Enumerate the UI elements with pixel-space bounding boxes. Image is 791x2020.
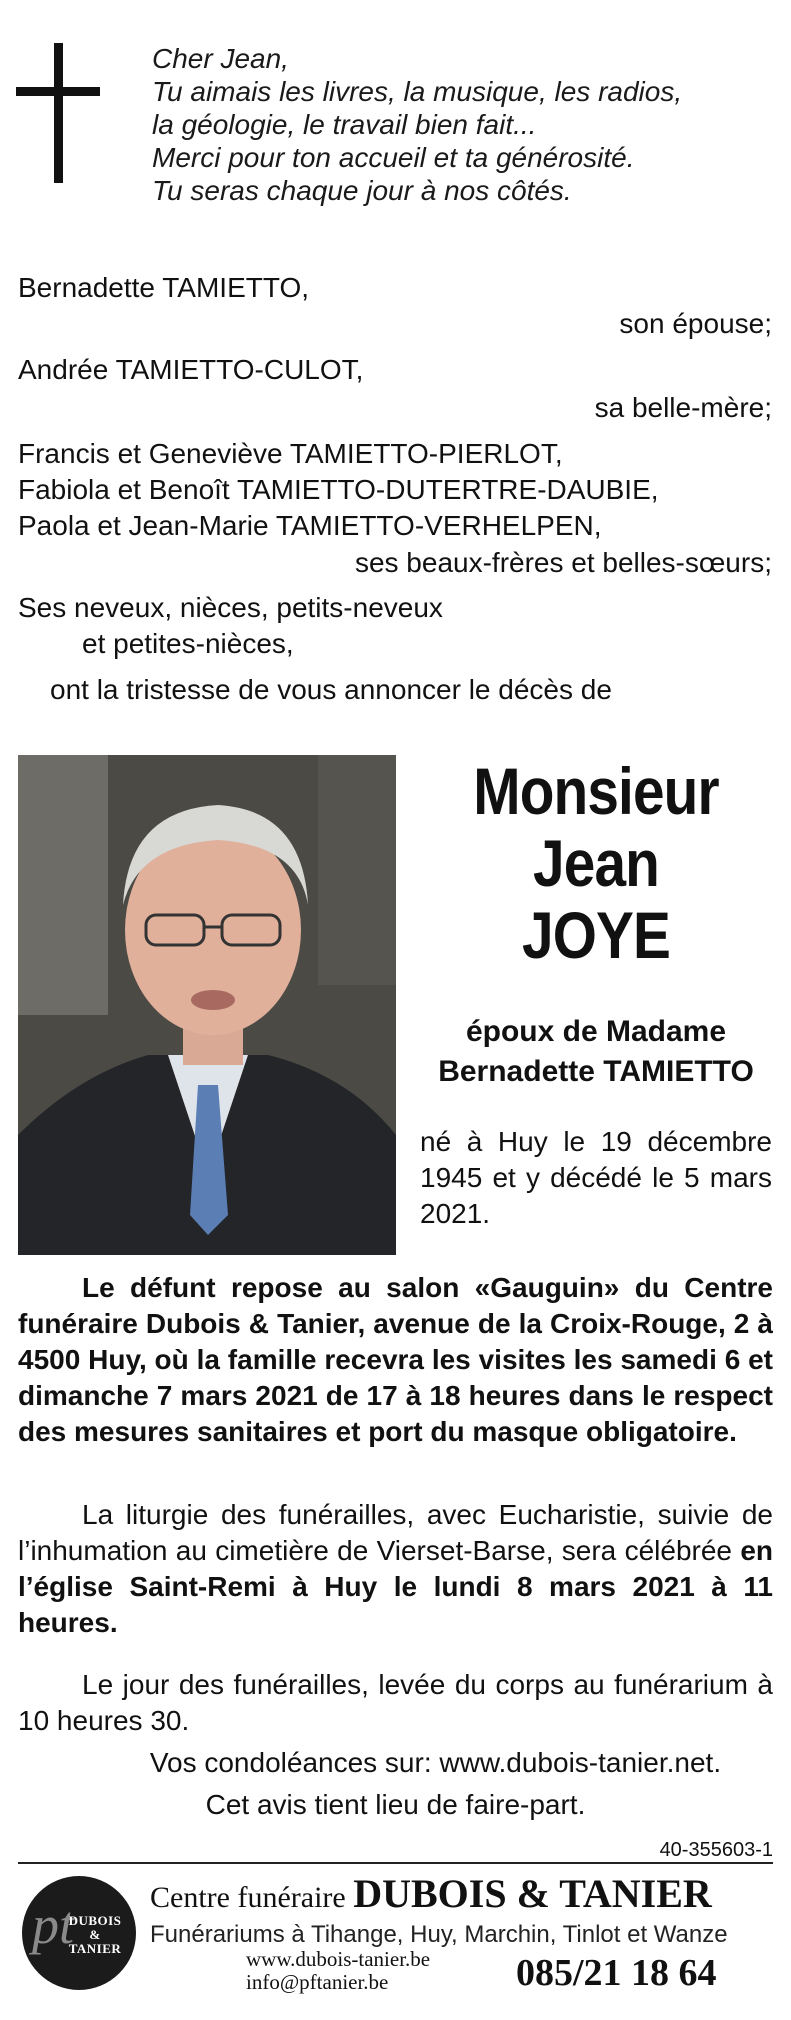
cross-icon-bar [16,87,100,96]
condolences-line: Vos condoléances sur: www.dubois-tanier.net. [149,1747,722,1778]
family-sibling: Paola et Jean-Marie TAMIETTO-VERHELPEN, [18,510,602,541]
announcement-line: ont la tristesse de vous annoncer le décès de [50,674,612,705]
deceased-first-name: Jean [533,826,659,900]
logo-script: pt [32,1895,75,1955]
spouse-line: époux de Madame [465,1015,727,1048]
portrait-illustration [18,755,396,1255]
spouse-line: Bernadette TAMIETTO [438,1055,754,1088]
rest-text: Le défunt repose au salon «Gauguin» du Centre funéraire Dubois & Tanier, avenue de la Croix-Rouge, 2 à 4500 Huy, où la famille recevra les visites les samedi 6 et dimanche 7 mars 2021 de 17 à 18 heures dans le respect des mesures sanitaires et port du masque obligatoire. [18,1272,773,1447]
deceased-title: Monsieur [473,754,719,828]
poem-line: Cher Jean, [152,43,289,74]
family-nephews-line: et petites-nièces, [82,628,294,659]
dubois-tanier-logo [22,1876,136,1990]
reference-number: 40-355603-1 [659,1839,773,1861]
cross-icon [54,43,63,183]
website-link[interactable]: www.dubois-tanier.be [246,1947,431,1971]
funeral-center-title [150,1871,712,1918]
family-spouse-role: son épouse; [619,308,772,339]
email-link[interactable]: info@pftanier.be [246,1970,389,1994]
family-spouse-name: Bernadette TAMIETTO, [18,272,310,303]
funeral-center-brand: DUBOIS & TANIER [353,1871,712,1916]
family-mother-in-law-role: sa belle-mère; [594,392,772,423]
liturgy-paragraph [18,1497,773,1641]
logo-line: & [89,1927,101,1942]
funeral-center-contacts [246,1948,430,1994]
liturgy-text: La liturgie des funérailles, avec Eucharistie, suivie de l’inhumation au cimetière de Vierset-Barse, sera célébrée [18,1499,773,1566]
faire-part-line: Cet avis tient lieu de faire-part. [205,1789,586,1820]
family-sibling: Francis et Geneviève TAMIETTO-PIERLOT, [18,438,563,469]
birth-death-text: né à Huy le 19 décembre 1945 et y décédé le 5 mars 2021. [420,1126,772,1229]
deceased-spouse [420,1012,772,1092]
poem [152,42,772,207]
family-nephews-line: Ses neveux, nièces, petits-neveux [18,592,443,623]
logo-text [60,1914,130,1956]
poem-line: la géologie, le travail bien fait... [152,109,537,140]
divider [18,1862,773,1864]
family-mother-in-law-name: Andrée TAMIETTO-CULOT, [18,354,364,385]
family-siblings-role: ses beaux-frères et belles-sœurs; [354,547,772,578]
deceased-name-block [420,755,772,971]
portrait-photo [18,755,396,1255]
liturgy-bold-text: en l’église Saint-Remi à Huy le lundi 8 mars 2021 à 11 heures. [18,1535,773,1638]
family-sibling: Fabiola et Benoît TAMIETTO-DUTERTRE-DAUBIE, [18,474,659,505]
logo-line: TANIER [68,1941,122,1956]
levee-paragraph: Le jour des funérailles, levée du corps au funérarium à 10 heures 30. [18,1669,773,1736]
funeral-center-subtitle: Funérariums à Tihange, Huy, Marchin, Tinlot et Wanze [150,1921,728,1948]
poem-line: Tu seras chaque jour à nos côtés. [152,175,572,206]
deceased-last-name: JOYE [521,898,671,972]
rest-paragraph [18,1270,773,1450]
poem-line: Tu aimais les livres, la musique, les radios, [152,76,683,107]
poem-line: Merci pour ton accueil et ta générosité. [152,142,635,173]
phone-number: 085/21 18 64 [516,1952,717,1994]
funeral-center-prefix: Centre funéraire [150,1881,346,1914]
logo-line: DUBOIS [68,1913,122,1928]
